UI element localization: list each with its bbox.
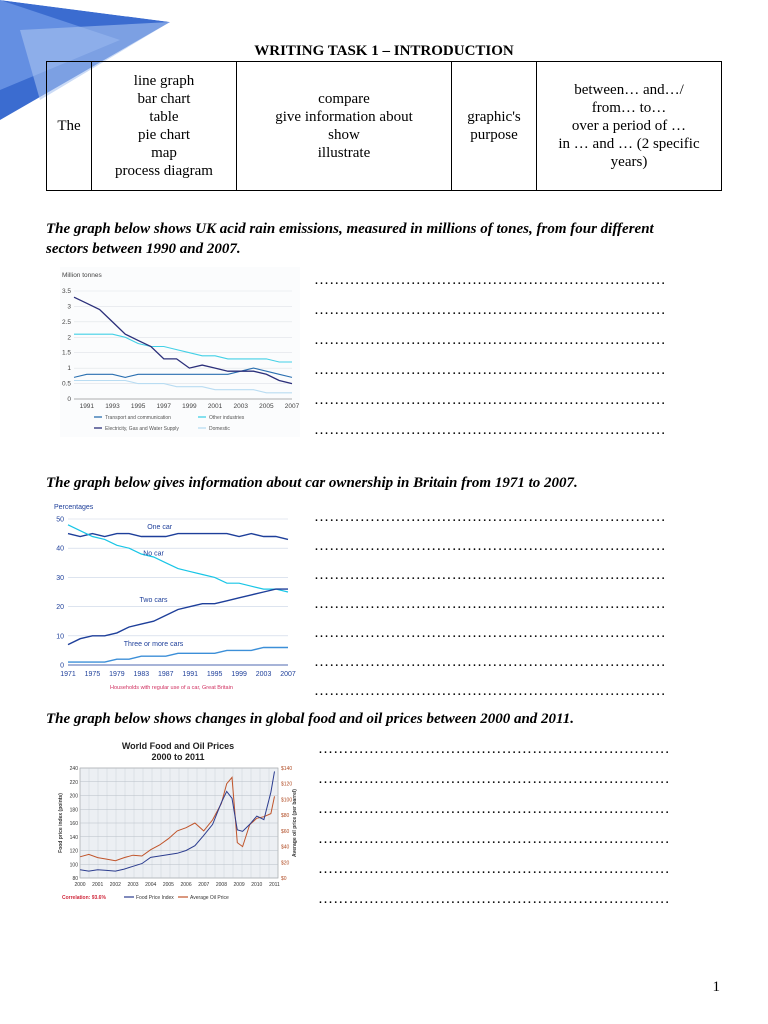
y-tick-label: 2.5 [61, 318, 71, 326]
x-tick-label: 2006 [180, 882, 192, 888]
correlation-label: Correlation: 93.6% [62, 895, 106, 901]
legend-label: Domestic [209, 426, 230, 432]
series-label: Three or more cars [123, 641, 184, 649]
y-tick-label: 240 [69, 766, 78, 772]
answer-line[interactable]: …………………………………………………………… [318, 771, 670, 787]
acid-rain-chart [60, 267, 300, 437]
y-tick-label: 10 [56, 633, 64, 641]
food-oil-chart [56, 738, 300, 904]
x-tick-label: 2000 [74, 882, 86, 888]
answer-line[interactable]: …………………………………………………………… [314, 362, 666, 378]
verb: illustrate [317, 145, 371, 161]
y2-tick-label: $100 [281, 797, 293, 804]
answer-line[interactable]: …………………………………………………………… [314, 538, 666, 554]
series-label: One car [147, 524, 173, 532]
y-tick-label: 0 [60, 662, 64, 670]
y2-tick-label: $140 [281, 766, 293, 772]
x-tick-label: 2007 [198, 882, 210, 888]
x-tick-label: 1999 [231, 671, 247, 678]
x-tick-label: 1975 [84, 671, 101, 678]
x-tick-label: 1987 [157, 671, 174, 678]
answer-line[interactable]: …………………………………………………………… [314, 392, 666, 408]
y-tick-label: 0 [67, 396, 71, 403]
y-tick-label: 160 [69, 821, 78, 827]
purpose-text: graphic's [467, 109, 521, 125]
chart-type: bar chart [137, 91, 191, 107]
y-tick-label: 200 [69, 793, 78, 800]
car-ownership-chart [48, 501, 298, 694]
verb: compare [318, 91, 370, 107]
intro-cell-the: The [47, 62, 92, 191]
purpose-text: purpose [470, 127, 518, 143]
x-tick-label: 2001 [92, 882, 104, 888]
chart-title: World Food and Oil Prices [121, 741, 235, 751]
x-tick-label: 2008 [215, 882, 227, 888]
chart-type: process diagram [115, 163, 213, 179]
y-tick-label: 1 [67, 365, 71, 373]
task-prompt: The graph below shows changes in global food and oil prices between 2000 and 2011. [46, 711, 574, 727]
answer-line[interactable]: …………………………………………………………… [314, 654, 666, 670]
y-tick-label: 50 [56, 516, 64, 524]
answer-line[interactable]: …………………………………………………………… [314, 422, 666, 438]
answer-line[interactable]: …………………………………………………………… [318, 831, 670, 847]
answer-line[interactable]: …………………………………………………………… [318, 891, 670, 907]
answer-line[interactable]: …………………………………………………………… [318, 861, 670, 877]
task-prompt: The graph below gives information about car ownership in Britain from 1971 to 2007. [46, 475, 578, 491]
x-tick-label: 2003 [233, 403, 248, 410]
x-tick-label: 1971 [60, 671, 76, 678]
chart-subtitle: 2000 to 2011 [151, 752, 205, 762]
answer-line[interactable]: …………………………………………………………… [314, 567, 666, 583]
y2-tick-label: $0 [281, 876, 287, 882]
answer-line[interactable]: …………………………………………………………… [314, 302, 666, 318]
answer-line[interactable]: …………………………………………………………… [314, 509, 666, 525]
x-tick-label: 1991 [182, 671, 199, 678]
x-tick-label: 2003 [255, 671, 272, 678]
chart-footnote: Households with regular use of a car, Great Britain [110, 685, 233, 691]
x-tick-label: 1995 [130, 403, 146, 410]
time-phrase: over a period of … [571, 118, 687, 134]
y-axis-label: Food price index (points) [58, 793, 64, 853]
x-tick-label: 2004 [145, 882, 157, 888]
time-phrase: in … and … (2 specific [558, 136, 700, 152]
answer-line[interactable]: …………………………………………………………… [318, 801, 670, 817]
y-tick-label: 180 [69, 807, 78, 814]
y2-tick-label: $60 [281, 828, 290, 835]
x-tick-label: 2001 [207, 403, 223, 410]
x-tick-label: 2010 [251, 882, 263, 888]
y-tick-label: 40 [56, 545, 64, 553]
x-tick-label: 1993 [105, 403, 120, 410]
legend-label: Average Oil Price [190, 895, 229, 901]
y-axis-label: Percentages [54, 504, 94, 511]
x-tick-label: 2007 [280, 671, 296, 678]
intro-cell-time [537, 62, 722, 191]
time-phrase: years) [610, 154, 648, 170]
y-tick-label: 0.5 [61, 380, 71, 388]
y-tick-label: 20 [56, 604, 64, 612]
x-tick-label: 2005 [162, 882, 174, 888]
y-tick-label: 2 [67, 334, 71, 342]
chart-type: table [149, 109, 179, 125]
time-phrase: from… to… [591, 100, 667, 116]
answer-line[interactable]: …………………………………………………………… [314, 683, 666, 699]
x-tick-label: 2002 [109, 882, 121, 888]
chart-type: map [151, 145, 177, 161]
y-tick-label: 100 [69, 862, 78, 869]
intro-table [46, 61, 722, 191]
x-tick-label: 1995 [206, 671, 223, 678]
verb: give information about [275, 109, 413, 125]
x-tick-label: 2003 [127, 882, 139, 888]
y-tick-label: 140 [69, 834, 78, 841]
legend-label: Transport and communication [105, 415, 171, 421]
y-tick-label: 3 [67, 303, 71, 311]
answer-line[interactable]: …………………………………………………………… [314, 596, 666, 612]
x-tick-label: 1983 [133, 671, 150, 678]
chart-type: pie chart [137, 127, 191, 143]
x-tick-label: 1979 [109, 671, 125, 678]
y-tick-label: 1.5 [61, 349, 71, 357]
chart-type: line graph [133, 73, 195, 89]
series-label: No car [143, 550, 164, 558]
chart-background [60, 267, 300, 437]
answer-line[interactable]: …………………………………………………………… [314, 332, 666, 348]
intro-cell-verbs [237, 62, 452, 191]
x-tick-label: 1991 [79, 403, 95, 410]
y2-axis-label: Average oil price (per barrel) [292, 789, 298, 857]
y-tick-label: 220 [69, 779, 78, 786]
y-tick-label: 30 [56, 574, 64, 582]
x-tick-label: 2009 [233, 882, 245, 888]
legend-label: Food Price Index [136, 895, 174, 901]
time-phrase: between… and…/ [574, 82, 684, 98]
task-prompt: The graph below shows UK acid rain emissions, measured in millions of tones, from four different sectors between 1990 and 2007. [46, 221, 654, 257]
x-tick-label: 1999 [182, 403, 197, 410]
verb: show [328, 127, 360, 143]
x-tick-label: 2007 [284, 403, 300, 410]
intro-cell-purpose [452, 62, 537, 191]
y2-tick-label: $120 [281, 781, 293, 788]
answer-line[interactable]: …………………………………………………………… [314, 272, 666, 288]
legend-label: Other industries [209, 415, 245, 421]
x-tick-label: 2005 [259, 403, 274, 410]
page-title: WRITING TASK 1 – INTRODUCTION [254, 43, 514, 59]
y2-tick-label: $40 [281, 844, 290, 851]
y-tick-label: 80 [72, 876, 78, 882]
y-axis-label: Million tonnes [62, 272, 102, 279]
series-label: Two cars [139, 597, 168, 605]
y2-tick-label: $20 [281, 860, 290, 867]
y2-tick-label: $80 [281, 813, 290, 820]
x-tick-label: 1997 [156, 403, 171, 410]
answer-line[interactable]: …………………………………………………………… [318, 741, 670, 757]
legend-label: Electricity, Gas and Water Supply [105, 426, 179, 432]
intro-cell-chart-types [92, 62, 237, 191]
y-tick-label: 120 [69, 848, 78, 855]
page-number: 1 [712, 979, 720, 995]
answer-line[interactable]: …………………………………………………………… [314, 625, 666, 641]
x-tick-label: 2011 [269, 882, 280, 888]
y-tick-label: 3.5 [61, 288, 71, 295]
